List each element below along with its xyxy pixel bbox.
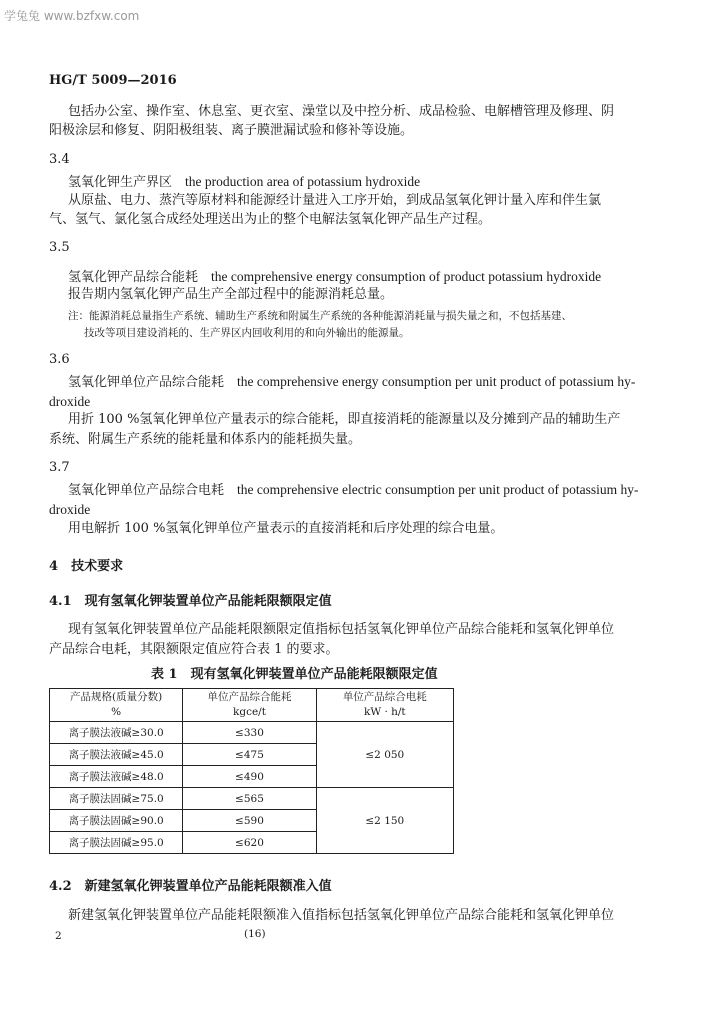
page-number: 2 [55,930,62,942]
term-cn: 氢氧化钾单位产品综合电耗 [68,483,225,498]
term-heading [68,374,635,391]
header-spec [50,689,183,722]
spec-cell: 离子膜法固碱≥95.0 [50,832,183,854]
electric-cell: ≤2 050 [316,722,453,788]
section-title: 现有氢氧化钾装置单位产品能耗限额限定值 [84,594,332,609]
paragraph-line: 新建氢氧化钾装置单位产品能耗限额准入值指标包括氢氧化钾单位产品综合能耗和氢氧化钾单位 [68,908,615,923]
watermark: 学兔兔 www.bzfxw.com [4,9,140,23]
section-number: 4.2 [49,879,72,894]
header-unit: kgce/t [233,706,266,718]
paragraph-line: 用折 100 %氢氧化钾单位产量表示的综合能耗，即直接消耗的能源量以及分摊到产品的辅助生产 [68,412,621,427]
clause-number: 3.6 [49,352,70,367]
header-energy [183,689,316,722]
header-unit: kW · h/t [363,706,406,718]
note-line: 技改等项目建设消耗的、生产界区内回收利用的和向外输出的能源量。 [84,327,410,339]
header-label: 单位产品综合能耗 [207,691,292,703]
section-heading [49,879,332,895]
spec-cell: 离子膜法液碱≥48.0 [50,766,183,788]
section-number: 4 [49,559,59,574]
paragraph-line: 产品综合电耗，其限额限定值应符合表 1 的要求。 [49,642,339,657]
energy-cell: ≤590 [183,810,316,832]
table-header-row [50,689,454,722]
term-cn: 氢氧化钾生产界区 [68,175,173,190]
table-caption: 表 1 现有氢氧化钾装置单位产品能耗限额限定值 [151,667,438,682]
term-heading [68,174,420,191]
term-en: the comprehensive energy consumption per unit product of potassium hy- [237,374,636,389]
table-row [50,788,454,810]
section-heading [49,594,332,610]
paragraph-line: 系统、附属生产系统的能耗量和体系内的能耗损失量。 [49,432,362,447]
original-page-number: (16) [244,928,266,940]
paragraph-line: 从原盐、电力、蒸汽等原材料和能源经计量进入工序开始，到成品氢氧化钾计量入库和伴生氯 [68,193,602,208]
header-electric [316,689,453,722]
spec-cell: 离子膜法液碱≥30.0 [50,722,183,744]
spec-cell: 离子膜法液碱≥45.0 [50,744,183,766]
spec-cell: 离子膜法固碱≥75.0 [50,788,183,810]
section-heading [49,559,123,575]
energy-limit-table [49,688,454,854]
note-line: 注：能源消耗总量指生产系统、辅助生产系统和附属生产系统的各种能源消耗量与损失量之和，不包括基建、 [68,310,572,322]
term-cn: 氢氧化钾单位产品综合能耗 [68,375,225,390]
energy-cell: ≤490 [183,766,316,788]
header-unit: % [111,706,122,718]
electric-cell: ≤2 150 [316,788,453,854]
spec-cell: 离子膜法固碱≥90.0 [50,810,183,832]
paragraph-line: 气、氢气、氯化氢合成经处理送出为止的整个电解法氢氧化钾产品生产过程。 [49,212,492,227]
term-heading [68,269,601,286]
energy-cell: ≤475 [183,744,316,766]
section-number: 4.1 [49,594,72,609]
paragraph-line: 阳极涂层和修复、阴阳极组装、离子膜泄漏试验和修补等设施。 [49,123,414,138]
paragraph-line: 用电解折 100 %氢氧化钾单位产量表示的直接消耗和后序处理的综合电量。 [68,521,504,536]
energy-cell: ≤620 [183,832,316,854]
section-title: 新建氢氧化钾装置单位产品能耗限额准入值 [84,879,332,894]
term-en-cont: droxide [49,502,91,517]
header-label: 单位产品综合电耗 [342,691,427,703]
energy-cell: ≤565 [183,788,316,810]
paragraph-line: 报告期内氢氧化钾产品生产全部过程中的能源消耗总量。 [68,287,394,302]
term-en: the comprehensive electric consumption per unit product of potassium hy- [237,482,639,497]
paragraph-line: 包括办公室、操作室、休息室、更衣室、澡堂以及中控分析、成品检验、电解槽管理及修理、阴 [68,104,615,119]
term-heading [68,482,639,499]
term-cn: 氢氧化钾产品综合能耗 [68,270,199,285]
clause-number: 3.5 [49,240,70,255]
term-en: the production area of potassium hydroxide [185,174,421,189]
term-en: the comprehensive energy consumption of product potassium hydroxide [211,269,602,284]
table-row [50,722,454,744]
paragraph-line: 现有氢氧化钾装置单位产品能耗限额限定值指标包括氢氧化钾单位产品综合能耗和氢氧化钾单位 [68,622,615,637]
clause-number: 3.4 [49,152,70,167]
section-title: 技术要求 [71,559,124,574]
header-label: 产品规格(质量分数) [70,691,163,703]
clause-number: 3.7 [49,460,70,475]
standard-number-header: HG/T 5009—2016 [49,73,177,88]
term-en-cont: droxide [49,394,91,409]
energy-cell: ≤330 [183,722,316,744]
